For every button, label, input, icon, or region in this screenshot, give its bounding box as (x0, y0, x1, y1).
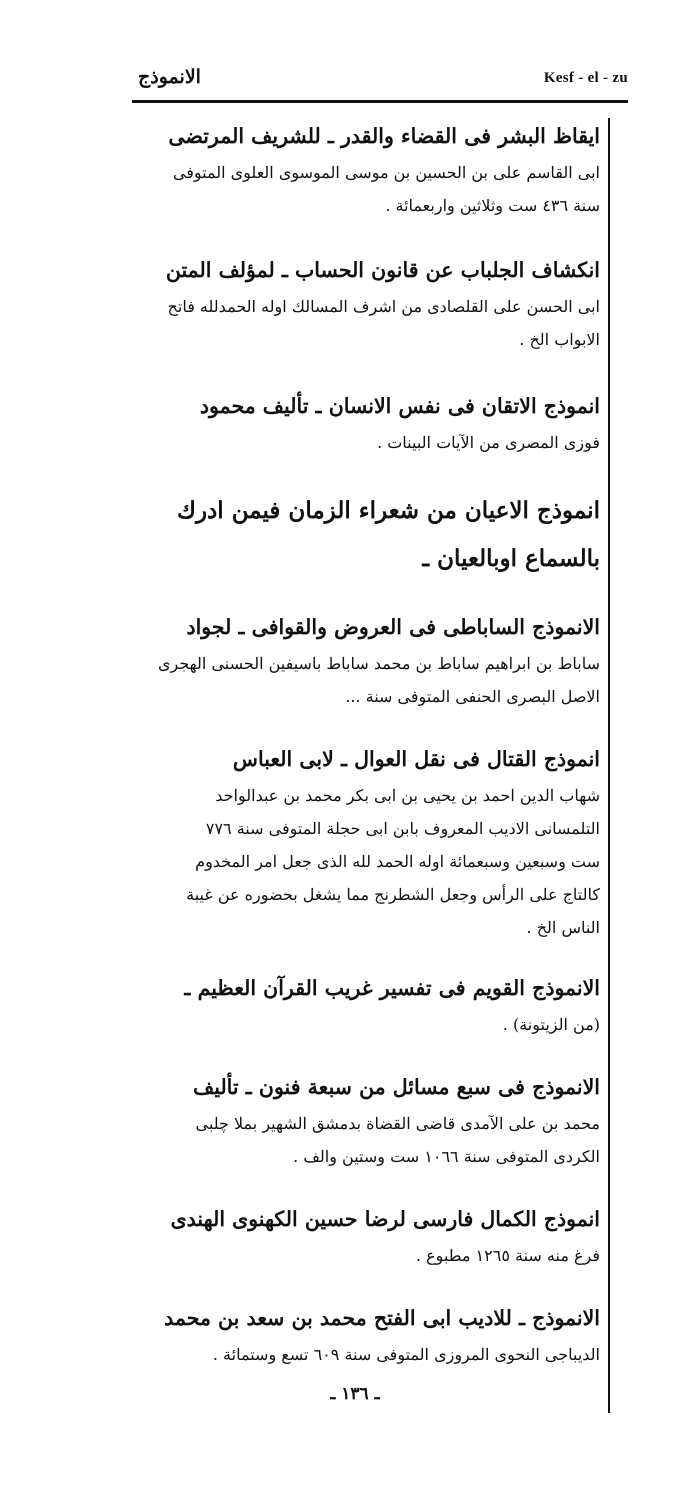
entry-text-line: الناس الخ . (526, 918, 600, 937)
margin-rule (608, 118, 610, 1413)
running-title: الانموذج (138, 66, 201, 88)
entry-text-line: سنة ٤٣٦ ست وثلاثين واربعمائة . (385, 196, 600, 215)
page-number: ـ ١٣٦ ـ (330, 1384, 380, 1404)
entry-title-line: انكشاف الجلباب عن قانون الحساب ـ لمؤلف المتن (165, 258, 600, 282)
entry-title-line: انموذج الاعيان من شعراء الزمان فيمن ادرك (176, 497, 600, 524)
bibliography-entry (138, 250, 600, 356)
running-title-latin: Kesf - el - zu (543, 70, 628, 86)
entry-text-line: فرغ منه سنة ١٢٦٥ مطبوع . (415, 1246, 600, 1265)
bibliography-entry (138, 487, 600, 583)
bibliography-entry (138, 116, 600, 222)
bibliography-entry (138, 1298, 600, 1371)
bibliography-entry (138, 739, 600, 944)
entry-text-line: ساباط بن ابراهيم ساباط بن محمد ساباط باسيفين الحسنى الهجرى (157, 654, 600, 673)
entry-title-line: الانموذج القويم فى تفسير غريب القرآن العظيم ـ (184, 976, 600, 1000)
entry-text-line: ابى الحسن على القلصادى من اشرف المسالك اوله الحمدلله فاتح (167, 297, 600, 316)
entry-text-line: محمد بن على الآمدى قاضى القضاة بدمشق الشهير بملا چلبى (195, 1114, 600, 1133)
entry-text-line: كالتاج على الرأس وجعل الشطرنج مما يشغل بحضوره عن غيبة (186, 885, 600, 904)
entry-text-line: الكردى المتوفى سنة ١٠٦٦ ست وستين والف . (293, 1147, 600, 1166)
entry-title-line: انموذج القتال فى نقل العوال ـ لابى العباس (232, 747, 600, 771)
bibliography-entry (138, 1199, 600, 1272)
entry-title-line: انموذج الاتقان فى نفس الانسان ـ تأليف محمود (199, 394, 600, 418)
entry-title-line: الانموذج ـ للاديب ابى الفتح محمد بن سعد بن محمد (164, 1306, 600, 1330)
entry-text-line: الاصل البصرى الحنفى المتوفى سنة ... (345, 687, 600, 706)
entry-title-line: الانموذج الساباطى فى العروض والقوافى ـ لجواد (186, 615, 600, 639)
header-rule (132, 100, 628, 103)
bibliography-entry (138, 968, 600, 1041)
entry-text-line: الابواب الخ . (519, 330, 600, 349)
entry-text-line: ابى القاسم على بن الحسين بن موسى الموسوى العلوى المتوفى (172, 163, 600, 182)
entry-list (138, 116, 600, 1371)
entry-text-line: فوزى المصرى من الآيات البينات . (377, 433, 600, 452)
entry-text-line: الديباجى النحوى المروزى المتوفى سنة ٦٠٩ تسع وستمائة . (212, 1345, 600, 1364)
entry-text-line: التلمسانى الاديب المعروف بابن ابى حجلة المتوفى سنة ٧٧٦ (205, 819, 600, 838)
bibliography-entry (138, 607, 600, 713)
entry-text-line: شهاب الدين احمد بن يحيى بن ابى بكر محمد بن عبدالواحد (215, 786, 600, 805)
entry-title-line: بالسماع اوبالعيان ـ (422, 545, 600, 572)
entry-title-line: الانموذج فى سبع مسائل من سبعة فنون ـ تأليف (193, 1075, 600, 1099)
entry-title-line: انموذج الكمال فارسى لرضا حسين الكهنوى الهندى (170, 1207, 600, 1231)
bibliography-entry (138, 386, 600, 459)
entry-text-line: ست وسبعين وسبعمائة اوله الحمد لله الذى جعل امر المخدوم (195, 852, 600, 871)
entry-title-line: ايقاظ البشر فى القضاء والقدر ـ للشريف المرتضى (168, 124, 600, 148)
bibliography-entry (138, 1067, 600, 1173)
entry-text-line: (من الزيتونة) . (502, 1015, 600, 1034)
